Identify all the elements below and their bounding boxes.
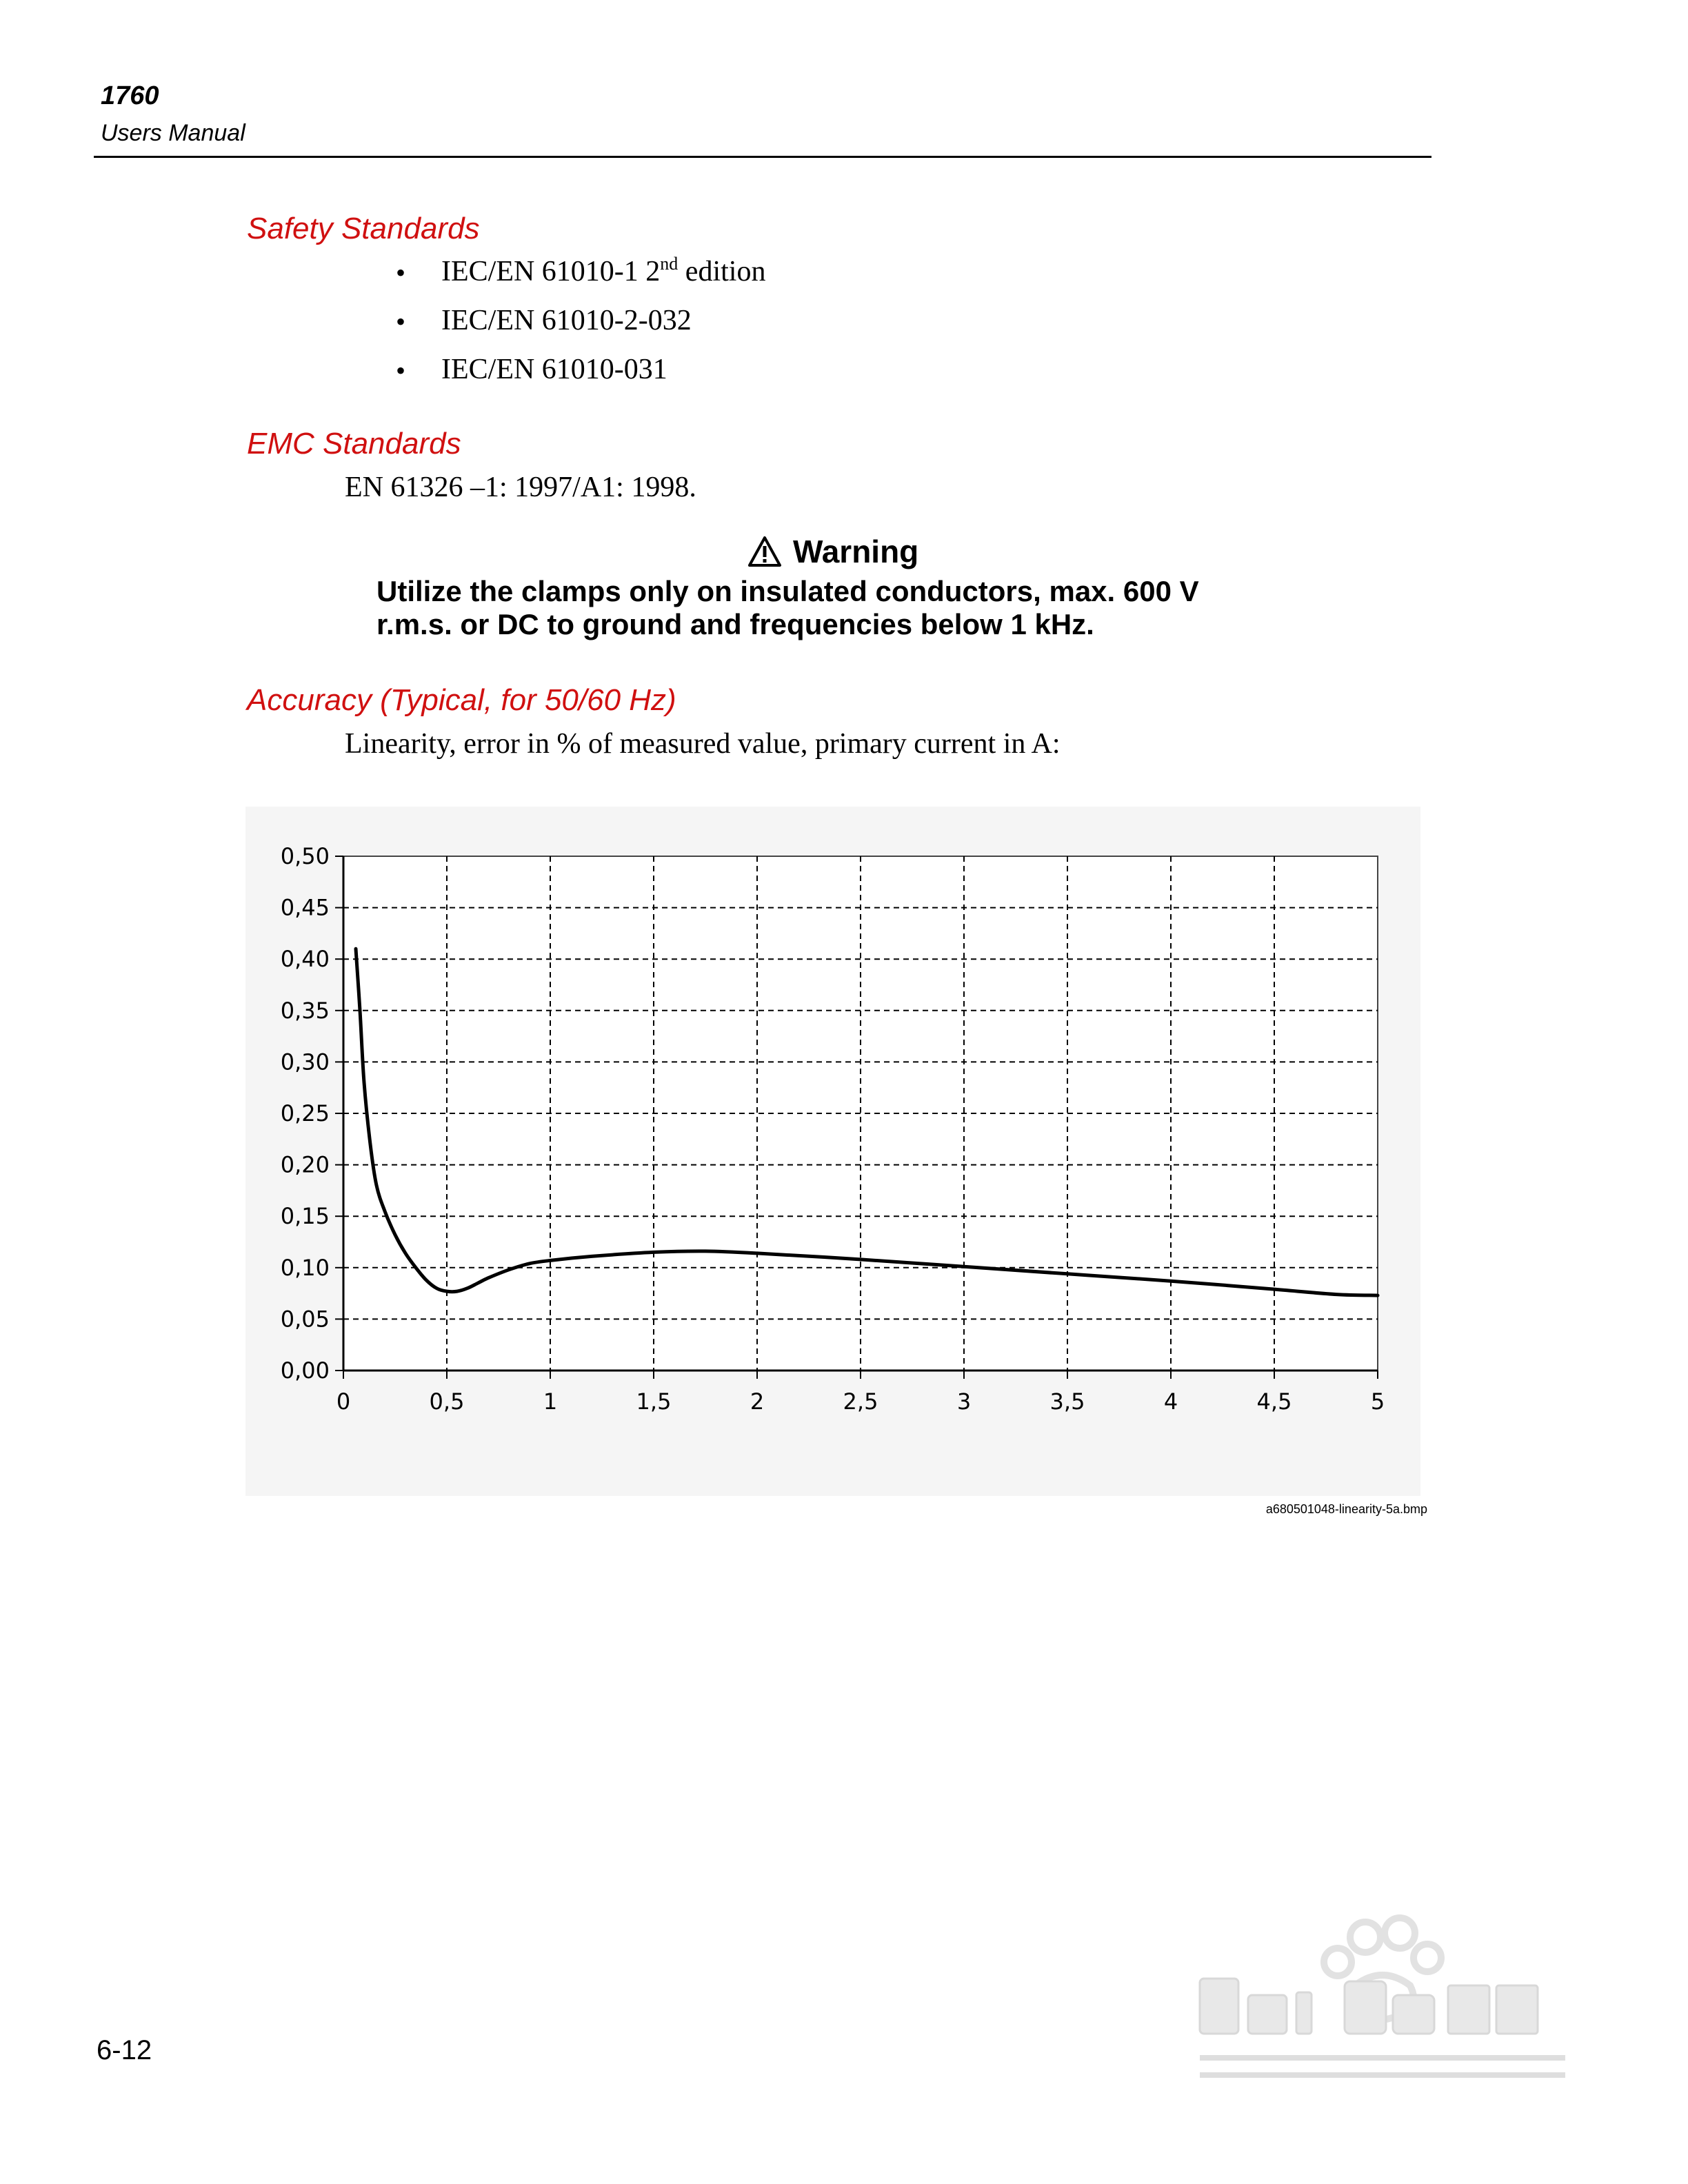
warning-title [747, 532, 918, 571]
bullet-marker: • [396, 257, 406, 288]
x-tick-label: 0 [336, 1388, 351, 1415]
y-tick-label: 0,15 [280, 1203, 330, 1230]
baidu-watermark-logo [1193, 1910, 1579, 2103]
figure-caption: a680501048-linearity-5a.bmp [1265, 1502, 1427, 1516]
safety-standards-heading: Safety Standards [247, 212, 480, 245]
y-tick-label: 0,35 [280, 997, 330, 1024]
accuracy-heading: Accuracy (Typical, for 50/60 Hz) [247, 683, 676, 717]
x-tick-label: 0,5 [429, 1388, 465, 1415]
x-tick-label: 2,5 [843, 1388, 878, 1415]
linearity-chart [245, 807, 1420, 1496]
x-tick-label: 2 [750, 1388, 765, 1415]
warning-line: Utilize the clamps only on insulated conductors, max. 600 V [376, 575, 1199, 607]
safety-standard-item: IEC/EN 61010-1 2nd edition [441, 254, 766, 287]
y-tick-label: 0,10 [280, 1254, 330, 1281]
emc-standards-heading: EMC Standards [247, 427, 461, 461]
safety-standard-item: IEC/EN 61010-031 [441, 354, 667, 385]
manual-subtitle: Users Manual [101, 120, 245, 146]
y-tick-label: 0,00 [280, 1357, 330, 1384]
linearity-chart-svg [245, 807, 1420, 1496]
safety-standard-item: IEC/EN 61010-2-032 [441, 305, 692, 336]
x-tick-label: 3 [956, 1388, 972, 1415]
bullet-marker: • [396, 355, 406, 386]
y-tick-label: 0,25 [280, 1100, 330, 1126]
manual-model-number: 1760 [101, 81, 159, 110]
warning-body [376, 575, 1273, 641]
bullet-marker: • [396, 306, 406, 337]
emc-standard-text: EN 61326 –1: 1997/A1: 1998. [345, 472, 696, 503]
x-tick-label: 3,5 [1049, 1388, 1085, 1415]
y-tick-label: 0,40 [280, 946, 330, 973]
warning-title-text: Warning [793, 534, 919, 569]
header-divider [94, 156, 1431, 158]
y-tick-label: 0,20 [280, 1151, 330, 1178]
y-tick-label: 0,45 [280, 894, 330, 921]
x-tick-label: 5 [1370, 1388, 1385, 1415]
warning-triangle-icon [747, 536, 782, 567]
warning-line: r.m.s. or DC to ground and frequencies below 1 kHz. [376, 608, 1094, 640]
accuracy-description: Linearity, error in % of measured value, primary current in A: [345, 728, 1061, 760]
y-tick-label: 0,05 [280, 1306, 330, 1333]
x-tick-label: 1,5 [636, 1388, 672, 1415]
x-tick-label: 4 [1163, 1388, 1178, 1415]
x-tick-label: 1 [543, 1388, 558, 1415]
y-tick-label: 0,30 [280, 1049, 330, 1075]
x-tick-label: 4,5 [1256, 1388, 1292, 1415]
page-number: 6-12 [97, 2035, 152, 2065]
y-tick-label: 0,50 [280, 843, 330, 869]
